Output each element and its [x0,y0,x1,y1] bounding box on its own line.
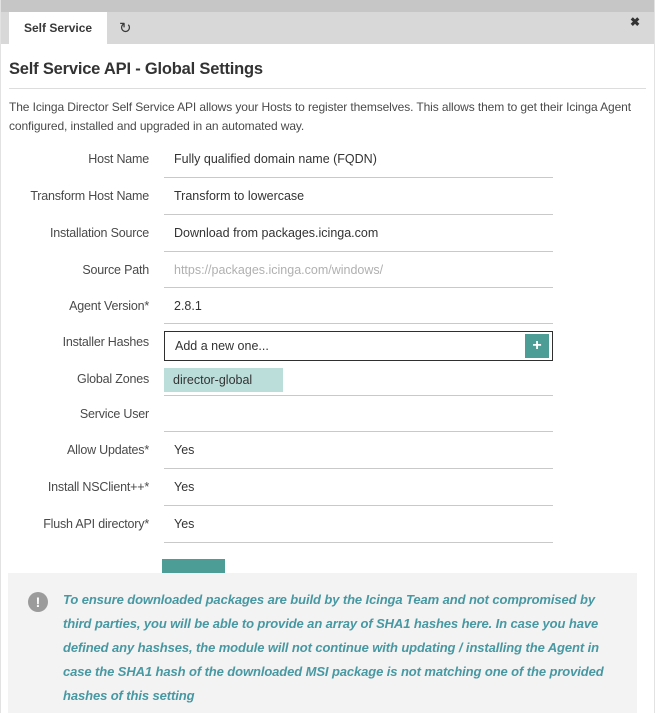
global-zones-label: Global Zones [77,372,149,386]
form-row-service-user [9,403,646,432]
service-user-input[interactable] [164,403,553,432]
refresh-icon: ↻ [119,20,132,37]
host-name-label: Host Name [88,152,149,166]
form-row-flush-api-directory [9,513,646,543]
settings-form [9,148,646,590]
close-button[interactable] [630,0,640,44]
installation-source-label: Installation Source [49,226,149,240]
tab-label: Self Service [24,21,93,35]
installer-hashes-box [164,331,553,361]
agent-version-label: Agent Version* [69,299,149,313]
agent-version-input[interactable] [164,295,553,324]
form-row-installer-hashes [9,331,646,361]
source-path-input[interactable] [164,259,553,288]
form-row-installation-source [9,222,646,252]
info-box [8,573,637,713]
form-row-source-path [9,259,646,288]
install-nsclient-select[interactable]: Yes [164,476,553,506]
info-circle-icon: ! [28,592,48,612]
form-row-allow-updates [9,439,646,469]
allow-updates-select[interactable]: Yes [164,439,553,469]
global-zones-field[interactable] [164,368,553,396]
tab-strip [1,12,654,44]
service-user-label: Service User [79,407,149,421]
form-row-global-zones [9,368,646,396]
form-row-host-name [9,148,646,178]
installation-source-select[interactable]: Download from packages.icinga.com [164,222,553,252]
installer-hashes-label: Installer Hashes [62,335,149,349]
intro-text: The Icinga Director Self Service API allows your Hosts to register themselves. This allows them to get their Icinga Agent configured, installed and upgraded in an automated way. [9,100,631,133]
page-title: Self Service API - Global Settings [9,60,646,89]
source-path-label: Source Path [82,263,149,277]
flush-api-directory-select[interactable]: Yes [164,513,553,543]
info-box-text: To ensure downloaded packages are build by the Icinga Team and not compromised by third parties, you will be able to provide an array of SHA1 hashes here. In case you have defined any hashses, the module will not continue with updating / installing the Agent in case the SHA1 hash of the downloaded MSI package is not matching one of the provided hashes of this setting [63,592,604,703]
allow-updates-label: Allow Updates* [67,443,149,457]
add-hash-button[interactable] [525,334,549,358]
transform-host-name-label: Transform Host Name [30,189,149,203]
install-nsclient-label: Install NSClient++* [47,480,149,494]
transform-host-name-select[interactable]: Transform to lowercase [164,185,553,215]
form-row-agent-version [9,295,646,324]
zone-chip[interactable]: director-global [164,368,283,392]
refresh-tab[interactable] [107,12,144,44]
flush-api-directory-label: Flush API directory* [43,517,149,531]
installer-hashes-input[interactable] [165,339,525,353]
tab-self-service[interactable] [9,12,107,44]
form-row-transform-host-name [9,185,646,215]
form-row-install-nsclient [9,476,646,506]
close-icon: ✖ [629,15,640,29]
host-name-select[interactable]: Fully qualified domain name (FQDN) [164,148,553,178]
main-content [1,60,654,590]
tab-bar [1,0,654,44]
plus-icon: + [532,337,542,354]
